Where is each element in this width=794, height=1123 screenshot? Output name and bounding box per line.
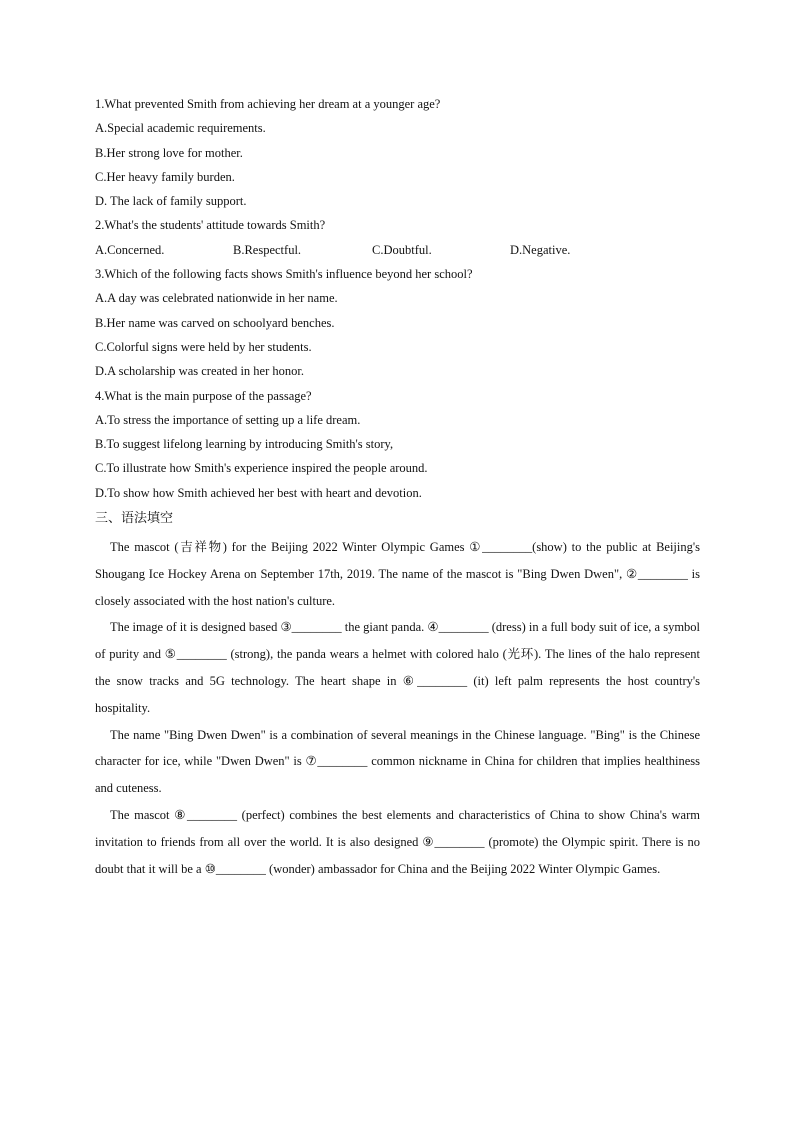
passage-paragraph-4: The mascot ⑧________ (perfect) combines the best elements and characteristics of China to show China's warm invitation to friends from all over the world. It is also designed ⑨________ (promote) the Olympic spirit. There is no doubt that it will be a ⑩________ (wonder) ambassador for China and the Beijing 2022 Winter Olympic Games. [95, 808, 700, 876]
question-stem: 3.Which of the following facts shows Smith's influence beyond her school? [95, 267, 473, 282]
option-c: C.Colorful signs were held by her students. [95, 339, 312, 354]
option-a: A.To stress the importance of setting up a life dream. [95, 412, 361, 427]
option-d: D.To show how Smith achieved her best with heart and devotion. [95, 485, 422, 500]
option-b: B.To suggest lifelong learning by introducing Smith's story, [95, 437, 394, 452]
question-3 [95, 262, 700, 383]
option-c: C.To illustrate how Smith's experience inspired the people around. [95, 461, 428, 476]
question-4 [95, 384, 700, 505]
passage-paragraph-3: The name "Bing Dwen Dwen" is a combination of several meanings in the Chinese language. "Bing" is the Chinese character for ice, while "Dwen Dwen" is ⑦________ common nickname in China for children that implies healthiness and cuteness. [95, 727, 700, 796]
option-a: A.Special academic requirements. [95, 121, 266, 136]
document-page [95, 92, 700, 882]
grammar-fill-passage [95, 534, 700, 882]
option-c: C.Her heavy family burden. [95, 169, 235, 184]
options-row [95, 238, 700, 262]
section-heading: 三、语法填空 [95, 511, 174, 527]
option-d: D.A scholarship was created in her honor. [95, 364, 304, 379]
passage-paragraph-2: The image of it is designed based ③________ the giant panda. ④________ (dress) in a full body suit of ice, a symbol of purity and ⑤________ (strong), the panda wears a helmet with colored halo (光环). The lines of the halo represent the snow tracks and 5G technology. The heart shape in ⑥________ (it) left palm represents the host country's hospitality. [95, 620, 701, 715]
passage-paragraph-1: The mascot (吉祥物) for the Beijing 2022 Winter Olympic Games ①________(show) to the public at Beijing's Shougang Ice Hockey Arena on September 17th, 2019. The name of the mascot is "Bing Dwen Dwen", ②________ is closely associated with the host nation's culture. [95, 540, 700, 608]
option-b: B.Her name was carved on schoolyard benches. [95, 315, 335, 330]
option-c: C.Doubtful. [372, 242, 432, 257]
option-a: A.Concerned. [95, 242, 165, 257]
question-stem: 4.What is the main purpose of the passage? [95, 388, 312, 403]
question-2 [95, 213, 700, 262]
option-b: B.Respectful. [233, 242, 302, 257]
question-1 [95, 92, 700, 213]
question-stem: 2.What's the students' attitude towards Smith? [95, 218, 326, 233]
option-d: D.Negative. [510, 242, 571, 257]
reading-questions [95, 92, 700, 505]
option-b: B.Her strong love for mother. [95, 145, 243, 160]
question-stem: 1.What prevented Smith from achieving her dream at a younger age? [95, 97, 441, 111]
option-d: D. The lack of family support. [95, 194, 247, 209]
option-a: A.A day was celebrated nationwide in her name. [95, 291, 338, 306]
